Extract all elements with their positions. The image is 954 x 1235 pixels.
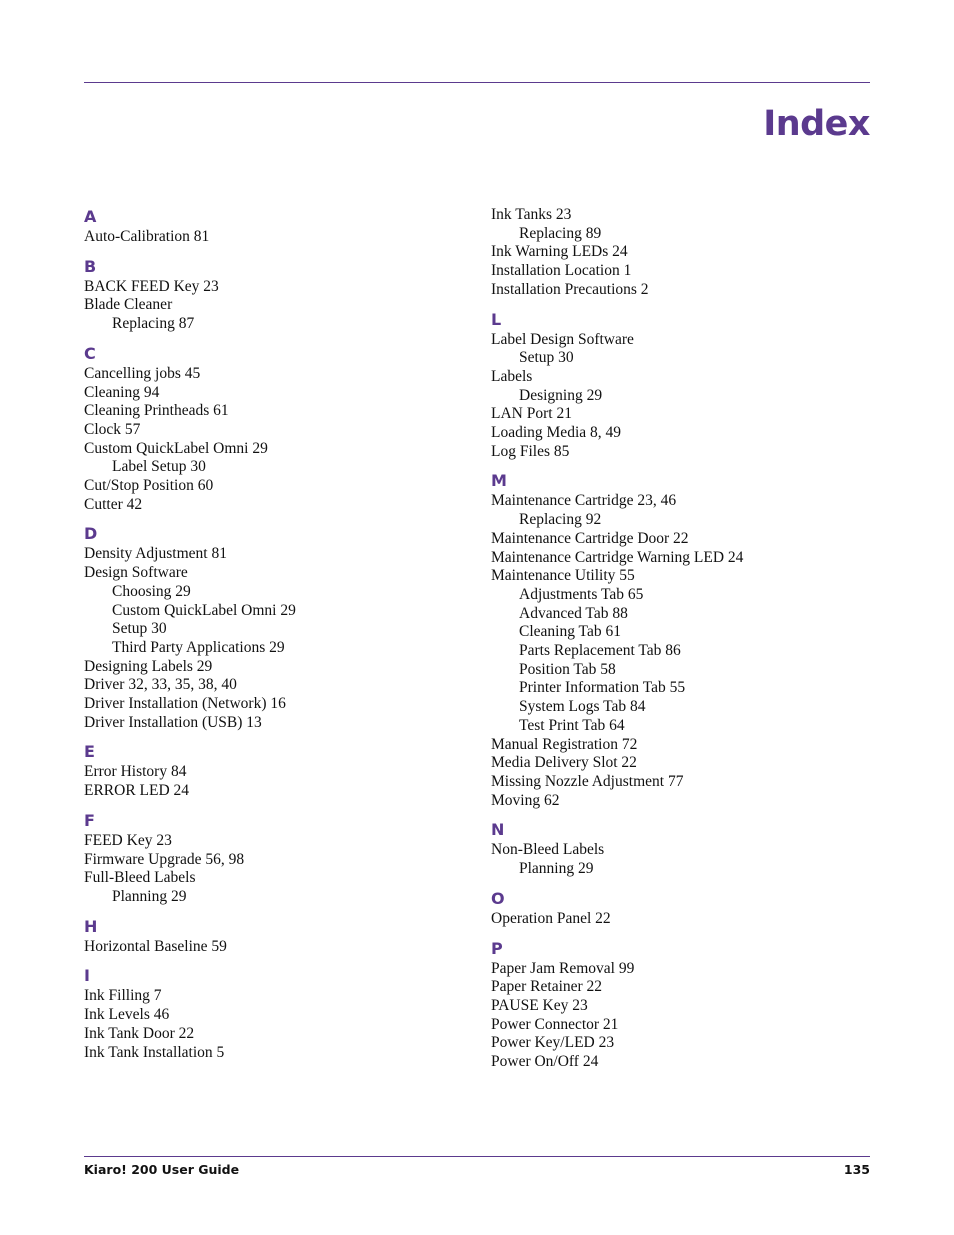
index-column-left [84,206,464,1071]
index-subentry: Position Tab 58 [519,660,616,678]
index-entry: Operation Panel 22 [491,909,611,927]
index-section [84,523,464,732]
index-entry: Cleaning 94 [84,383,160,401]
index-entry: Ink Levels 46 [84,1006,170,1024]
index-section [84,206,464,247]
index-entry: ERROR LED 24 [84,782,190,800]
index-entry: Ink Warning LEDs 24 [491,243,628,261]
index-subentry: Designing 29 [519,386,603,404]
index-entry: Maintenance Utility 55 [491,567,635,585]
index-subentry: Setup 30 [519,349,574,367]
index-entry: Cut/Stop Position 60 [84,477,214,495]
header-rule [84,82,870,83]
index-entry: Labels [491,367,533,385]
index-subentry: Custom QuickLabel Omni 29 [112,601,296,619]
index-entry: Blade Cleaner [84,296,173,314]
index-letter-heading: O [491,888,505,908]
index-letter-heading: E [84,742,95,762]
index-subentry: Label Setup 30 [112,458,206,476]
index-section [491,206,881,300]
index-entry: Label Design Software [491,330,634,348]
footer-rule [84,1156,870,1157]
index-entry: Full-Bleed Labels [84,869,196,887]
index-entry: Paper Retainer 22 [491,978,603,996]
index-entry: Custom QuickLabel Omni 29 [84,439,268,457]
index-letter-heading: P [491,938,503,958]
index-entry: Driver Installation (USB) 13 [84,713,262,731]
index-letter-heading: D [84,524,98,544]
index-entry: Cancelling jobs 45 [84,364,201,382]
index-section [491,470,881,810]
index-subentry: Choosing 29 [112,582,191,600]
index-entry: FEED Key 23 [84,831,172,849]
index-entry: Ink Tank Installation 5 [84,1043,225,1061]
index-subentry: Advanced Tab 88 [519,604,628,622]
index-letter-heading: M [491,471,507,491]
index-section [491,888,881,929]
index-subentry: Setup 30 [112,620,167,638]
index-entry: Power Connector 21 [491,1015,619,1033]
index-entry: Maintenance Cartridge Warning LED 24 [491,548,744,566]
index-section [84,810,464,907]
index-entry: Clock 57 [84,420,141,438]
index-entry: Loading Media 8, 49 [491,424,622,442]
index-letter-heading: H [84,916,98,936]
index-entry: Ink Tank Door 22 [84,1024,195,1042]
index-entry: Installation Location 1 [491,262,632,280]
index-subentry: Test Print Tab 64 [519,716,625,734]
index-section [84,343,464,515]
index-letter-heading: A [84,207,97,226]
index-entry: Cleaning Printheads 61 [84,402,229,420]
index-letter-heading: C [84,343,96,363]
index-subentry: Printer Information Tab 55 [519,679,686,697]
index-entry: Auto-Calibration 81 [84,228,210,245]
footer-guide-title: Kiaro! 200 User Guide [84,1162,240,1177]
index-entry: Driver 32, 33, 35, 38, 40 [84,676,237,694]
index-entry: Paper Jam Removal 99 [491,959,635,977]
index-entry: LAN Port 21 [491,405,572,423]
index-entry: Moving 62 [491,791,560,809]
index-section [84,965,464,1062]
index-entry: Maintenance Cartridge 23, 46 [491,492,677,510]
index-section [84,741,464,800]
footer-page-number: 135 [843,1162,870,1177]
index-subentry: Planning 29 [519,860,594,878]
index-entry: Missing Nozzle Adjustment 77 [491,772,684,790]
index-subentry: Replacing 92 [519,511,602,529]
index-entry: Log Files 85 [491,442,570,460]
index-entry: Maintenance Cartridge Door 22 [491,529,689,547]
index-subentry: Third Party Applications 29 [112,638,285,656]
index-column-right [491,206,881,1081]
index-letter-heading: L [491,309,502,329]
index-entry: Media Delivery Slot 22 [491,754,637,772]
index-section [84,916,464,957]
index-letter-heading: N [491,820,505,840]
index-entry: Horizontal Baseline 59 [84,937,227,955]
index-entry: Error History 84 [84,763,187,781]
index-entry: Driver Installation (Network) 16 [84,695,286,713]
index-section [491,819,881,878]
index-entry: Power Key/LED 23 [491,1034,615,1052]
index-letter-heading: F [84,810,95,830]
page-title: Index [763,104,870,144]
index-entry: BACK FEED Key 23 [84,277,219,295]
index-entry: Ink Tanks 23 [491,206,572,223]
index-subentry: Parts Replacement Tab 86 [519,642,681,660]
index-section [491,938,881,1072]
index-entry: Density Adjustment 81 [84,545,227,563]
index-letter-heading: B [84,256,97,276]
index-entry: Design Software [84,564,188,582]
index-entry: Non-Bleed Labels [491,841,605,859]
index-subentry: Planning 29 [112,887,187,905]
index-subentry: Cleaning Tab 61 [519,623,621,641]
index-subentry: System Logs Tab 84 [519,698,646,716]
index-entry: Designing Labels 29 [84,657,213,675]
index-entry: Firmware Upgrade 56, 98 [84,850,245,868]
index-subentry: Replacing 89 [519,224,602,242]
index-entry: Power On/Off 24 [491,1053,599,1071]
index-letter-heading: I [84,966,90,986]
index-entry: Cutter 42 [84,495,143,513]
index-entry: Ink Filling 7 [84,987,162,1005]
index-section [84,256,464,334]
index-section [491,309,881,462]
index-subentry: Adjustments Tab 65 [519,585,644,603]
index-entry: PAUSE Key 23 [491,996,588,1014]
index-subentry: Replacing 87 [112,315,195,333]
index-entry: Manual Registration 72 [491,735,638,753]
index-entry: Installation Precautions 2 [491,280,649,298]
